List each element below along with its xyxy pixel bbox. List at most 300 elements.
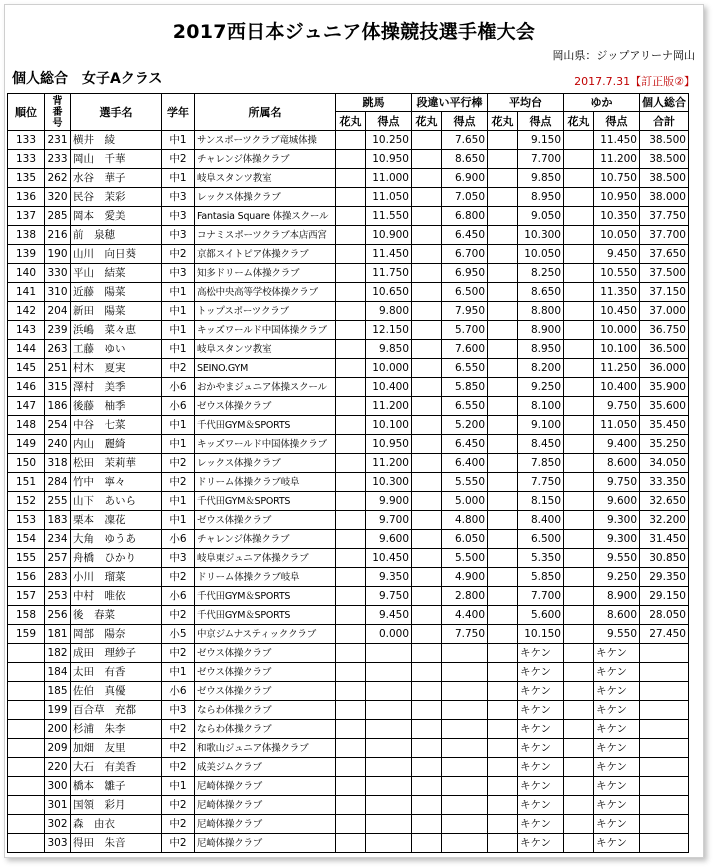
- floor-score-cell: 9.400: [594, 435, 640, 454]
- floor-hanamaru-cell: [564, 834, 594, 853]
- total-cell: [640, 796, 689, 815]
- table-row: [8, 530, 689, 549]
- bars-score-cell: [442, 720, 488, 739]
- total-cell: [640, 815, 689, 834]
- rank-cell: 139: [8, 245, 45, 264]
- total-cell: 27.450: [640, 625, 689, 644]
- name-cell: 工藤 ゆい: [71, 340, 162, 359]
- rank-cell: [8, 815, 45, 834]
- grade-cell: 中1: [162, 340, 195, 359]
- total-cell: 38.500: [640, 131, 689, 150]
- vault-score-cell: 10.000: [366, 359, 412, 378]
- floor-hanamaru-cell: [564, 796, 594, 815]
- bars-score-cell: 6.550: [442, 397, 488, 416]
- number-cell: 263: [45, 340, 71, 359]
- beam-score-cell: キケン: [518, 796, 564, 815]
- beam-hanamaru-cell: [488, 511, 518, 530]
- floor-hanamaru-cell: [564, 644, 594, 663]
- name-cell: 竹中 寧々: [71, 473, 162, 492]
- total-cell: 35.900: [640, 378, 689, 397]
- table-row: [8, 568, 689, 587]
- table-row: [8, 397, 689, 416]
- vault-score-cell: [366, 701, 412, 720]
- header-club: 所属名: [195, 94, 336, 131]
- club-cell: 尼崎体操クラブ: [195, 796, 336, 815]
- rank-cell: [8, 663, 45, 682]
- bars-score-cell: [442, 834, 488, 853]
- page-title: 2017西日本ジュニア体操競技選手権大会: [172, 21, 536, 43]
- floor-score-cell: 11.350: [594, 283, 640, 302]
- beam-hanamaru-cell: [488, 264, 518, 283]
- results-table: [7, 93, 689, 853]
- floor-hanamaru-cell: [564, 568, 594, 587]
- beam-hanamaru-cell: [488, 378, 518, 397]
- beam-hanamaru-cell: [488, 568, 518, 587]
- club-cell: 岐阜スタンツ教室: [195, 169, 336, 188]
- table-row: [8, 473, 689, 492]
- grade-cell: 中2: [162, 796, 195, 815]
- floor-score-cell: キケン: [594, 701, 640, 720]
- floor-hanamaru-cell: [564, 359, 594, 378]
- table-row: [8, 549, 689, 568]
- number-cell: 190: [45, 245, 71, 264]
- vault-score-cell: 9.900: [366, 492, 412, 511]
- table-row: [8, 416, 689, 435]
- name-cell: 松田 茉莉華: [71, 454, 162, 473]
- vault-hanamaru-cell: [336, 359, 366, 378]
- beam-hanamaru-cell: [488, 397, 518, 416]
- beam-score-cell: 9.100: [518, 416, 564, 435]
- beam-hanamaru-cell: [488, 606, 518, 625]
- header-grade: 学年: [162, 94, 195, 131]
- floor-hanamaru-cell: [564, 473, 594, 492]
- beam-score-cell: 5.600: [518, 606, 564, 625]
- number-cell: 257: [45, 549, 71, 568]
- bars-hanamaru-cell: [412, 245, 442, 264]
- beam-hanamaru-cell: [488, 321, 518, 340]
- beam-score-cell: 5.850: [518, 568, 564, 587]
- section-title: 個人総合 女子Aクラス: [12, 71, 163, 87]
- rank-cell: 142: [8, 302, 45, 321]
- beam-score-cell: 9.050: [518, 207, 564, 226]
- number-cell: 302: [45, 815, 71, 834]
- floor-hanamaru-cell: [564, 625, 594, 644]
- total-cell: 28.050: [640, 606, 689, 625]
- number-cell: 320: [45, 188, 71, 207]
- number-cell: 181: [45, 625, 71, 644]
- rank-cell: [8, 682, 45, 701]
- beam-score-cell: キケン: [518, 777, 564, 796]
- vault-score-cell: 9.800: [366, 302, 412, 321]
- total-cell: 37.500: [640, 264, 689, 283]
- total-cell: 35.250: [640, 435, 689, 454]
- beam-score-cell: キケン: [518, 663, 564, 682]
- name-cell: 大角 ゆうあ: [71, 530, 162, 549]
- bars-score-cell: [442, 663, 488, 682]
- vault-hanamaru-cell: [336, 549, 366, 568]
- club-cell: 京都スイトピア体操クラブ: [195, 245, 336, 264]
- bars-hanamaru-cell: [412, 796, 442, 815]
- beam-score-cell: キケン: [518, 834, 564, 853]
- table-row: [8, 701, 689, 720]
- vault-score-cell: 10.100: [366, 416, 412, 435]
- header-bars-hanamaru: 花丸: [412, 112, 442, 131]
- floor-hanamaru-cell: [564, 758, 594, 777]
- floor-hanamaru-cell: [564, 131, 594, 150]
- rank-cell: 151: [8, 473, 45, 492]
- floor-score-cell: 10.550: [594, 264, 640, 283]
- number-cell: 251: [45, 359, 71, 378]
- beam-hanamaru-cell: [488, 720, 518, 739]
- floor-score-cell: キケン: [594, 663, 640, 682]
- bars-score-cell: 5.550: [442, 473, 488, 492]
- vault-score-cell: [366, 796, 412, 815]
- floor-hanamaru-cell: [564, 739, 594, 758]
- beam-score-cell: 9.250: [518, 378, 564, 397]
- vault-hanamaru-cell: [336, 777, 366, 796]
- beam-score-cell: 8.200: [518, 359, 564, 378]
- grade-cell: 中2: [162, 245, 195, 264]
- floor-score-cell: キケン: [594, 758, 640, 777]
- club-cell: Fantasia Square 体操スクール: [195, 207, 336, 226]
- beam-hanamaru-cell: [488, 682, 518, 701]
- vault-score-cell: 11.000: [366, 169, 412, 188]
- bars-hanamaru-cell: [412, 188, 442, 207]
- floor-score-cell: 11.050: [594, 416, 640, 435]
- bars-hanamaru-cell: [412, 625, 442, 644]
- total-cell: [640, 834, 689, 853]
- total-cell: 32.200: [640, 511, 689, 530]
- grade-cell: 中2: [162, 359, 195, 378]
- floor-score-cell: 9.750: [594, 473, 640, 492]
- bars-score-cell: 7.650: [442, 131, 488, 150]
- bars-hanamaru-cell: [412, 777, 442, 796]
- table-row: [8, 454, 689, 473]
- rank-cell: 133: [8, 131, 45, 150]
- table-row: [8, 302, 689, 321]
- grade-cell: 中2: [162, 606, 195, 625]
- bars-score-cell: 6.050: [442, 530, 488, 549]
- beam-score-cell: 7.850: [518, 454, 564, 473]
- bars-hanamaru-cell: [412, 321, 442, 340]
- grade-cell: 小6: [162, 530, 195, 549]
- beam-score-cell: 5.350: [518, 549, 564, 568]
- name-cell: 岡山 千華: [71, 150, 162, 169]
- floor-hanamaru-cell: [564, 435, 594, 454]
- beam-hanamaru-cell: [488, 245, 518, 264]
- vault-hanamaru-cell: [336, 492, 366, 511]
- vault-score-cell: [366, 777, 412, 796]
- beam-hanamaru-cell: [488, 302, 518, 321]
- bars-score-cell: 4.400: [442, 606, 488, 625]
- club-cell: 成美ジムクラブ: [195, 758, 336, 777]
- rank-cell: [8, 777, 45, 796]
- grade-cell: 中2: [162, 473, 195, 492]
- header-bars-score: 得点: [442, 112, 488, 131]
- grade-cell: 中1: [162, 435, 195, 454]
- bars-hanamaru-cell: [412, 473, 442, 492]
- number-cell: 303: [45, 834, 71, 853]
- beam-score-cell: 10.050: [518, 245, 564, 264]
- club-cell: ゼウス体操クラブ: [195, 682, 336, 701]
- total-cell: 38.500: [640, 169, 689, 188]
- table-row: [8, 245, 689, 264]
- beam-score-cell: 8.650: [518, 283, 564, 302]
- header-vault-hanamaru: 花丸: [336, 112, 366, 131]
- bars-score-cell: 4.800: [442, 511, 488, 530]
- table-row: [8, 188, 689, 207]
- beam-score-cell: 10.300: [518, 226, 564, 245]
- name-cell: 橋本 雛子: [71, 777, 162, 796]
- vault-score-cell: 12.150: [366, 321, 412, 340]
- vault-score-cell: [366, 682, 412, 701]
- beam-score-cell: 8.250: [518, 264, 564, 283]
- bars-hanamaru-cell: [412, 663, 442, 682]
- vault-hanamaru-cell: [336, 340, 366, 359]
- bars-score-cell: [442, 796, 488, 815]
- bars-hanamaru-cell: [412, 758, 442, 777]
- vault-score-cell: 9.350: [366, 568, 412, 587]
- vault-hanamaru-cell: [336, 796, 366, 815]
- number-cell: 199: [45, 701, 71, 720]
- table-row: [8, 131, 689, 150]
- vault-hanamaru-cell: [336, 378, 366, 397]
- vault-hanamaru-cell: [336, 131, 366, 150]
- vault-hanamaru-cell: [336, 321, 366, 340]
- bars-score-cell: 6.450: [442, 226, 488, 245]
- rank-cell: [8, 701, 45, 720]
- rank-cell: [8, 834, 45, 853]
- beam-score-cell: 9.850: [518, 169, 564, 188]
- total-cell: 31.450: [640, 530, 689, 549]
- bars-hanamaru-cell: [412, 834, 442, 853]
- beam-hanamaru-cell: [488, 587, 518, 606]
- total-cell: 37.700: [640, 226, 689, 245]
- club-cell: 中京ジムナスティッククラブ: [195, 625, 336, 644]
- bars-score-cell: 8.650: [442, 150, 488, 169]
- vault-hanamaru-cell: [336, 245, 366, 264]
- club-cell: キッズワールド中国体操クラブ: [195, 321, 336, 340]
- bars-hanamaru-cell: [412, 378, 442, 397]
- vault-hanamaru-cell: [336, 435, 366, 454]
- beam-score-cell: キケン: [518, 815, 564, 834]
- floor-hanamaru-cell: [564, 454, 594, 473]
- grade-cell: 中2: [162, 720, 195, 739]
- number-cell: 330: [45, 264, 71, 283]
- results-body: [8, 131, 689, 853]
- club-cell: 高松中央高等学校体操クラブ: [195, 283, 336, 302]
- club-cell: 千代田GYM＆SPORTS: [195, 492, 336, 511]
- vault-hanamaru-cell: [336, 625, 366, 644]
- beam-hanamaru-cell: [488, 758, 518, 777]
- bars-score-cell: [442, 682, 488, 701]
- bars-hanamaru-cell: [412, 492, 442, 511]
- number-cell: 185: [45, 682, 71, 701]
- bars-hanamaru-cell: [412, 720, 442, 739]
- bars-hanamaru-cell: [412, 359, 442, 378]
- bars-score-cell: 6.450: [442, 435, 488, 454]
- number-cell: 315: [45, 378, 71, 397]
- bars-score-cell: [442, 701, 488, 720]
- number-cell: 209: [45, 739, 71, 758]
- bars-hanamaru-cell: [412, 454, 442, 473]
- vault-score-cell: 10.400: [366, 378, 412, 397]
- club-cell: トップスポーツクラブ: [195, 302, 336, 321]
- name-cell: 村木 夏実: [71, 359, 162, 378]
- table-row: [8, 663, 689, 682]
- number-cell: 262: [45, 169, 71, 188]
- total-cell: 37.150: [640, 283, 689, 302]
- floor-score-cell: キケン: [594, 720, 640, 739]
- grade-cell: 中1: [162, 663, 195, 682]
- floor-score-cell: 10.350: [594, 207, 640, 226]
- club-cell: 知多ドリーム体操クラブ: [195, 264, 336, 283]
- beam-score-cell: キケン: [518, 644, 564, 663]
- rank-cell: 138: [8, 226, 45, 245]
- total-cell: [640, 739, 689, 758]
- grade-cell: 中1: [162, 131, 195, 150]
- grade-cell: 中1: [162, 416, 195, 435]
- total-cell: 38.500: [640, 150, 689, 169]
- bars-score-cell: 6.900: [442, 169, 488, 188]
- floor-hanamaru-cell: [564, 397, 594, 416]
- rank-cell: 153: [8, 511, 45, 530]
- club-cell: チャレンジ体操クラブ: [195, 150, 336, 169]
- beam-hanamaru-cell: [488, 207, 518, 226]
- floor-hanamaru-cell: [564, 511, 594, 530]
- beam-hanamaru-cell: [488, 663, 518, 682]
- rank-cell: 136: [8, 188, 45, 207]
- bars-hanamaru-cell: [412, 511, 442, 530]
- bars-hanamaru-cell: [412, 340, 442, 359]
- table-row: [8, 644, 689, 663]
- header-floor-score: 得点: [594, 112, 640, 131]
- table-row: [8, 720, 689, 739]
- rank-cell: [8, 720, 45, 739]
- rank-cell: 148: [8, 416, 45, 435]
- total-cell: 30.850: [640, 549, 689, 568]
- floor-score-cell: 8.900: [594, 587, 640, 606]
- table-row: [8, 777, 689, 796]
- bars-hanamaru-cell: [412, 606, 442, 625]
- table-row: [8, 796, 689, 815]
- vault-hanamaru-cell: [336, 720, 366, 739]
- club-cell: 千代田GYM＆SPORTS: [195, 416, 336, 435]
- header-beam-hanamaru: 花丸: [488, 112, 518, 131]
- beam-hanamaru-cell: [488, 777, 518, 796]
- grade-cell: 小6: [162, 397, 195, 416]
- grade-cell: 中3: [162, 701, 195, 720]
- name-cell: 中村 唯依: [71, 587, 162, 606]
- floor-hanamaru-cell: [564, 321, 594, 340]
- floor-hanamaru-cell: [564, 226, 594, 245]
- floor-score-cell: 9.450: [594, 245, 640, 264]
- vault-score-cell: 10.950: [366, 150, 412, 169]
- vault-score-cell: 11.750: [366, 264, 412, 283]
- vault-hanamaru-cell: [336, 473, 366, 492]
- floor-score-cell: 9.600: [594, 492, 640, 511]
- rank-cell: 157: [8, 587, 45, 606]
- grade-cell: 小5: [162, 625, 195, 644]
- vault-hanamaru-cell: [336, 188, 366, 207]
- number-cell: 182: [45, 644, 71, 663]
- grade-cell: 中2: [162, 568, 195, 587]
- revision-label: 2017.7.31【訂正版②】: [574, 75, 695, 88]
- name-cell: 浜嶋 菜々恵: [71, 321, 162, 340]
- name-cell: 近藤 陽菜: [71, 283, 162, 302]
- club-cell: おかやまジュニア体操スクール: [195, 378, 336, 397]
- bars-score-cell: 6.500: [442, 283, 488, 302]
- floor-hanamaru-cell: [564, 815, 594, 834]
- vault-hanamaru-cell: [336, 530, 366, 549]
- rank-cell: 145: [8, 359, 45, 378]
- beam-hanamaru-cell: [488, 169, 518, 188]
- bars-score-cell: 5.000: [442, 492, 488, 511]
- bars-hanamaru-cell: [412, 815, 442, 834]
- rank-cell: 133: [8, 150, 45, 169]
- name-cell: 加畑 友里: [71, 739, 162, 758]
- floor-hanamaru-cell: [564, 264, 594, 283]
- results-sheet: [4, 4, 704, 858]
- number-cell: 254: [45, 416, 71, 435]
- floor-score-cell: 10.100: [594, 340, 640, 359]
- grade-cell: 小6: [162, 587, 195, 606]
- bars-hanamaru-cell: [412, 587, 442, 606]
- floor-hanamaru-cell: [564, 302, 594, 321]
- grade-cell: 中1: [162, 492, 195, 511]
- floor-hanamaru-cell: [564, 549, 594, 568]
- beam-hanamaru-cell: [488, 150, 518, 169]
- beam-score-cell: 7.700: [518, 150, 564, 169]
- floor-hanamaru-cell: [564, 492, 594, 511]
- vault-score-cell: 9.450: [366, 606, 412, 625]
- header-bars: 段違い平行棒: [412, 94, 488, 112]
- name-cell: 山川 向日葵: [71, 245, 162, 264]
- vault-hanamaru-cell: [336, 815, 366, 834]
- name-cell: 新田 陽菜: [71, 302, 162, 321]
- header-name: 選手名: [71, 94, 162, 131]
- bars-hanamaru-cell: [412, 302, 442, 321]
- grade-cell: 小6: [162, 682, 195, 701]
- vault-hanamaru-cell: [336, 169, 366, 188]
- floor-score-cell: 10.750: [594, 169, 640, 188]
- rank-cell: 147: [8, 397, 45, 416]
- grade-cell: 中2: [162, 644, 195, 663]
- vault-hanamaru-cell: [336, 454, 366, 473]
- beam-hanamaru-cell: [488, 435, 518, 454]
- number-cell: 200: [45, 720, 71, 739]
- bars-hanamaru-cell: [412, 283, 442, 302]
- grade-cell: 中1: [162, 511, 195, 530]
- name-cell: 民谷 茉彩: [71, 188, 162, 207]
- vault-score-cell: [366, 815, 412, 834]
- club-cell: ゼウス体操クラブ: [195, 644, 336, 663]
- club-cell: ならわ体操クラブ: [195, 701, 336, 720]
- floor-hanamaru-cell: [564, 701, 594, 720]
- bars-score-cell: 7.950: [442, 302, 488, 321]
- header-rank: 順位: [8, 94, 45, 131]
- table-row: [8, 435, 689, 454]
- table-row: [8, 169, 689, 188]
- beam-score-cell: 6.500: [518, 530, 564, 549]
- vault-score-cell: [366, 720, 412, 739]
- vault-score-cell: 9.700: [366, 511, 412, 530]
- club-cell: 和歌山ジュニア体操クラブ: [195, 739, 336, 758]
- bars-score-cell: 6.950: [442, 264, 488, 283]
- club-cell: 千代田GYM＆SPORTS: [195, 606, 336, 625]
- beam-hanamaru-cell: [488, 188, 518, 207]
- rank-cell: 159: [8, 625, 45, 644]
